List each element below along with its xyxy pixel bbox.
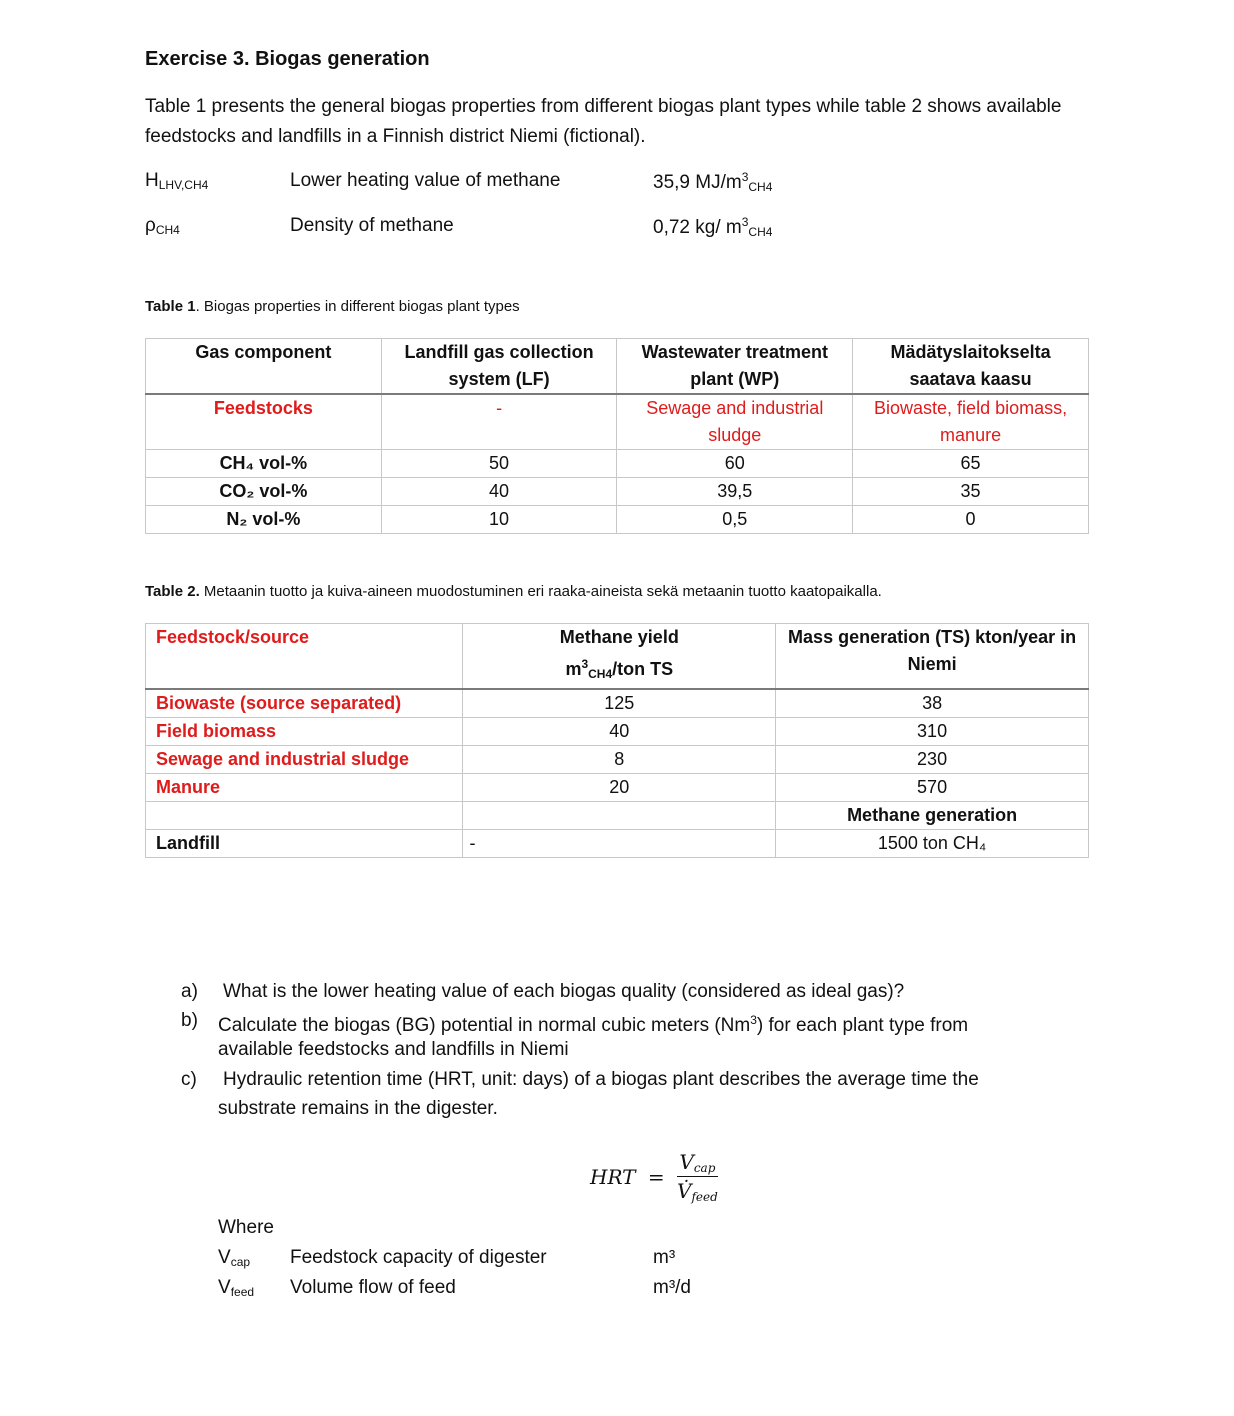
table1-row-label: CH₄ vol-% (146, 450, 382, 478)
table-row (146, 830, 1089, 858)
question-c-text-line2: substrate remains in the digester. (218, 1098, 498, 1119)
table-row (146, 718, 1089, 746)
formula-denominator: $V̇_{feed}$ (676, 1179, 718, 1204)
table2-mass: 38 (776, 689, 1089, 718)
question-b-letter: b) (181, 1010, 198, 1031)
table1-cell: 39,5 (617, 478, 853, 506)
table1-cell: 65 (853, 450, 1089, 478)
table2-mass: 310 (776, 718, 1089, 746)
table1-cell: 0 (853, 506, 1089, 534)
table2-empty-cell (146, 802, 463, 830)
where-description-vcap: Feedstock capacity of digester (290, 1247, 547, 1268)
where-unit-vfeed: m³/d (653, 1277, 691, 1298)
hrt-formula (590, 1150, 718, 1204)
table1-header-cell: Gas component (146, 339, 382, 395)
table2-empty-cell (463, 802, 776, 830)
table1-cell: 60 (617, 450, 853, 478)
where-unit-vcap: m³ (653, 1247, 676, 1268)
table1-row-label: N₂ vol-% (146, 506, 382, 534)
where-symbol-vcap: $V_{cap}$ (218, 1247, 251, 1269)
table-row (146, 478, 1089, 506)
table-row (146, 746, 1089, 774)
table1-feedstocks-label: Feedstocks (146, 394, 382, 450)
table1-cell: 50 (381, 450, 617, 478)
question-c-letter: c) (181, 1069, 197, 1090)
table2-source: Sewage and industrial sludge (146, 746, 463, 774)
table1-header-cell: Mädätyslaitokselta saatava kaasu (853, 339, 1089, 395)
table2-source: Biowaste (source separated) (146, 689, 463, 718)
table-row (146, 774, 1089, 802)
constant-value-density: 0,72 kg/ $m^3_{CH4}$ (653, 215, 773, 239)
table2-caption: Table 2. Metaanin tuotto ja kuiva-aineen muodostuminen eri raaka-aineista sekä metaanin tuotto kaatopaikalla. (145, 583, 882, 600)
table1-caption: Table 1. Biogas properties in different biogas plant types (145, 298, 520, 315)
table2-source: Field biomass (146, 718, 463, 746)
table1-header-cell: Wastewater treatment plant (WP) (617, 339, 853, 395)
formula-lhs: HRT (590, 1165, 636, 1189)
table2-header-mass: Mass generation (TS) kton/year in Niemi (776, 624, 1089, 690)
question-a-text: What is the lower heating value of each biogas quality (considered as ideal gas)? (223, 981, 905, 1002)
intro-paragraph: Table 1 presents the general biogas properties from different biogas plant types while table 2 shows available feedstocks and landfills in a Finnish district Niemi (fictional). (145, 96, 1062, 147)
table2-mass-landfill: 1500 ton CH₄ (776, 830, 1089, 858)
constant-description-density: Density of methane (290, 215, 454, 236)
table1-feedstocks-row (146, 394, 1089, 450)
table1-header-cell: Landfill gas collection system (LF) (381, 339, 617, 395)
table2-source-landfill: Landfill (146, 830, 463, 858)
where-description-vfeed: Volume flow of feed (290, 1277, 456, 1298)
constant-symbol-lhv: $H_{LHV,CH4}$ (145, 170, 209, 192)
table-row (146, 802, 1089, 830)
question-b-text-line2: available feedstocks and landfills in Niemi (218, 1039, 569, 1060)
constant-symbol-density: $\rho_{CH4}$ (145, 215, 180, 237)
table1-cell: 40 (381, 478, 617, 506)
table2-source: Manure (146, 774, 463, 802)
constant-value-lhv: 35,9 $MJ/m^3_{CH4}$ (653, 170, 773, 194)
table2-yield: 8 (463, 746, 776, 774)
table1-cell: Sewage and industrial sludge (617, 394, 853, 450)
table-row (146, 506, 1089, 534)
question-a-letter: a) (181, 981, 198, 1002)
table2-mass: 570 (776, 774, 1089, 802)
question-b-text: Calculate the biogas (BG) potential in normal cubic meters (Nm$^3$) for each plant type from (218, 1013, 969, 1036)
table-row (146, 450, 1089, 478)
table1-cell: 35 (853, 478, 1089, 506)
table2-mass: 230 (776, 746, 1089, 774)
table-row (146, 689, 1089, 718)
table1-cell: Biowaste, field biomass, manure (853, 394, 1089, 450)
table2-yield-landfill: - (463, 830, 776, 858)
where-symbol-vfeed: $V_{feed}$ (218, 1277, 255, 1299)
table2-header-source: Feedstock/source (146, 624, 463, 690)
formula-equals: = (647, 1165, 665, 1189)
formula-numerator: $V_{cap}$ (677, 1150, 718, 1177)
constant-description-lhv: Lower heating value of methane (290, 170, 561, 191)
table2-yield: 40 (463, 718, 776, 746)
table2-header-row (146, 624, 1089, 690)
table1-cell: 10 (381, 506, 617, 534)
table2-yield: 125 (463, 689, 776, 718)
formula-fraction (677, 1150, 718, 1204)
table2-header-yield: Methane yield $m^3_{CH4}$/ton TS (463, 624, 776, 690)
table1-cell: - (381, 394, 617, 450)
table1-header-row (146, 339, 1089, 395)
table2-methane-yield (145, 623, 1089, 858)
question-c-text: Hydraulic retention time (HRT, unit: days) of a biogas plant describes the average time the (223, 1069, 979, 1090)
table1-row-label: CO₂ vol-% (146, 478, 382, 506)
table2-methane-generation-label: Methane generation (776, 802, 1089, 830)
table2-yield: 20 (463, 774, 776, 802)
where-label: Where (218, 1217, 274, 1238)
table1-biogas-properties (145, 338, 1089, 534)
table1-cell: 0,5 (617, 506, 853, 534)
exercise-title: Exercise 3. Biogas generation (145, 48, 430, 70)
